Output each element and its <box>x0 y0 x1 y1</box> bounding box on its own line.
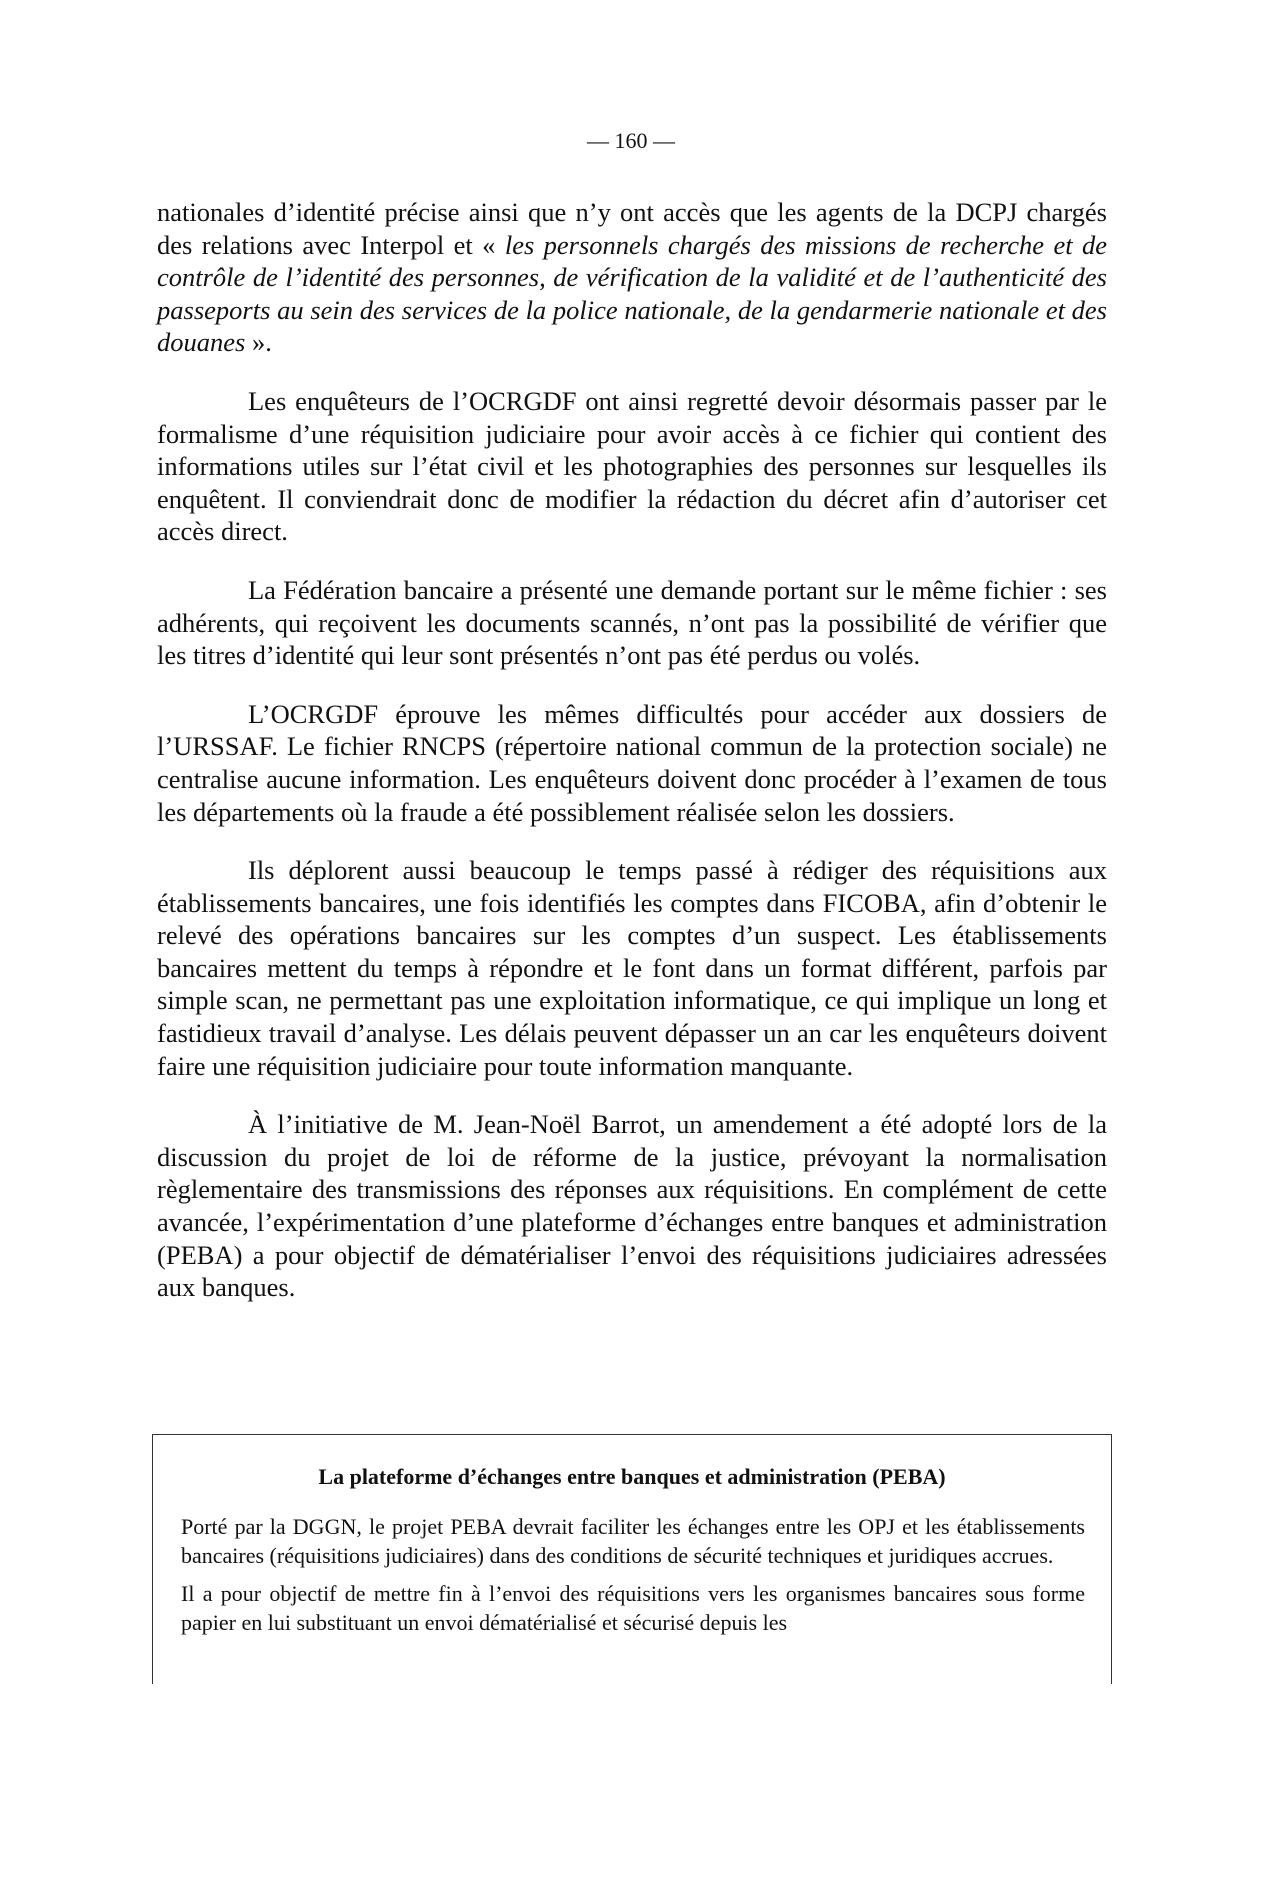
box-paragraph-2: Il a pour objectif de mettre fin à l’envoi des réquisitions vers les organismes bancaires sous forme papier en lui substituant un envoi dématérialisé et sécurisé depuis les <box>181 1581 1085 1635</box>
paragraph-1-start: nationales d’identité précise ainsi que n’y ont accès que les agents de la DCPJ chargés des relations avec Interpol et « <box>157 197 1107 260</box>
paragraph-6: À l’initiative de M. Jean-Noël Barrot, un amendement a été adopté lors de la discussion du projet de loi de réforme de la justice, prévoyant la normalisation règlementaire des transmissions des réponses aux réquisitions. En complément de cette avancée, l’expérimentation d’une plateforme d’échanges entre banques et administration (PEBA) a pour objectif de dématérialiser l’envoi des réquisitions judiciaires adressées aux banques. <box>157 1109 1107 1303</box>
paragraph-1 <box>157 196 1107 359</box>
box-paragraph-1: Porté par la DGGN, le projet PEBA devrait faciliter les échanges entre les OPJ et les établissements bancaires (réquisitions judiciaires) dans des conditions de sécurité techniques et juridiques accrues. <box>181 1514 1085 1568</box>
paragraph-3: La Fédération bancaire a présenté une demande portant sur le même fichier : ses adhérents, qui reçoivent les documents scannés, n’ont pas la possibilité de vérifier que les titres d’identité qui leur sont présentés n’ont pas été perdus ou volés. <box>157 574 1107 671</box>
peba-info-box <box>152 1434 1112 1684</box>
document-body <box>157 196 1107 1330</box>
paragraph-2: Les enquêteurs de l’OCRGDF ont ainsi regretté devoir désormais passer par le formalisme d’une réquisition judiciaire pour avoir accès à ce fichier qui contient des informations utiles sur l’état civil et les photographies des personnes sur lesquelles ils enquêtent. Il conviendrait donc de modifier la rédaction du décret afin d’autoriser cet accès direct. <box>157 385 1107 547</box>
paragraph-1-quote: les personnels chargés des missions de recherche et de contrôle de l’identité des personnes, de vérification de la validité et de l’authenticité des passeports au sein des services de la police nationale, de la gendarmerie nationale et des douanes <box>157 229 1108 358</box>
paragraph-4: L’OCRGDF éprouve les mêmes difficultés pour accéder aux dossiers de l’URSSAF. Le fichier RNCPS (répertoire national commun de la protection sociale) ne centralise aucune information. Les enquêteurs doivent donc procéder à l’examen de tous les départements où la fraude a été possiblement réalisée selon les dossiers. <box>157 698 1107 827</box>
paragraph-1-end: ». <box>245 327 272 358</box>
paragraph-5: Ils déplorent aussi beaucoup le temps passé à rédiger des réquisitions aux établissements bancaires, une fois identifiés les comptes dans FICOBA, afin d’obtenir le relevé des opérations bancaires sur les comptes d’un suspect. Les établissements bancaires mettent du temps à répondre et le font dans un format différent, parfois par simple scan, ne permettant pas une exploitation informatique, ce qui implique un long et fastidieux travail d’analyse. Les délais peuvent dépasser un an car les enquêteurs doivent faire une réquisition judiciaire pour toute information manquante. <box>157 855 1107 1081</box>
page-number: — 160 — <box>587 128 675 153</box>
box-title: La plateforme d’échanges entre banques et administration (PEBA) <box>318 1464 946 1489</box>
